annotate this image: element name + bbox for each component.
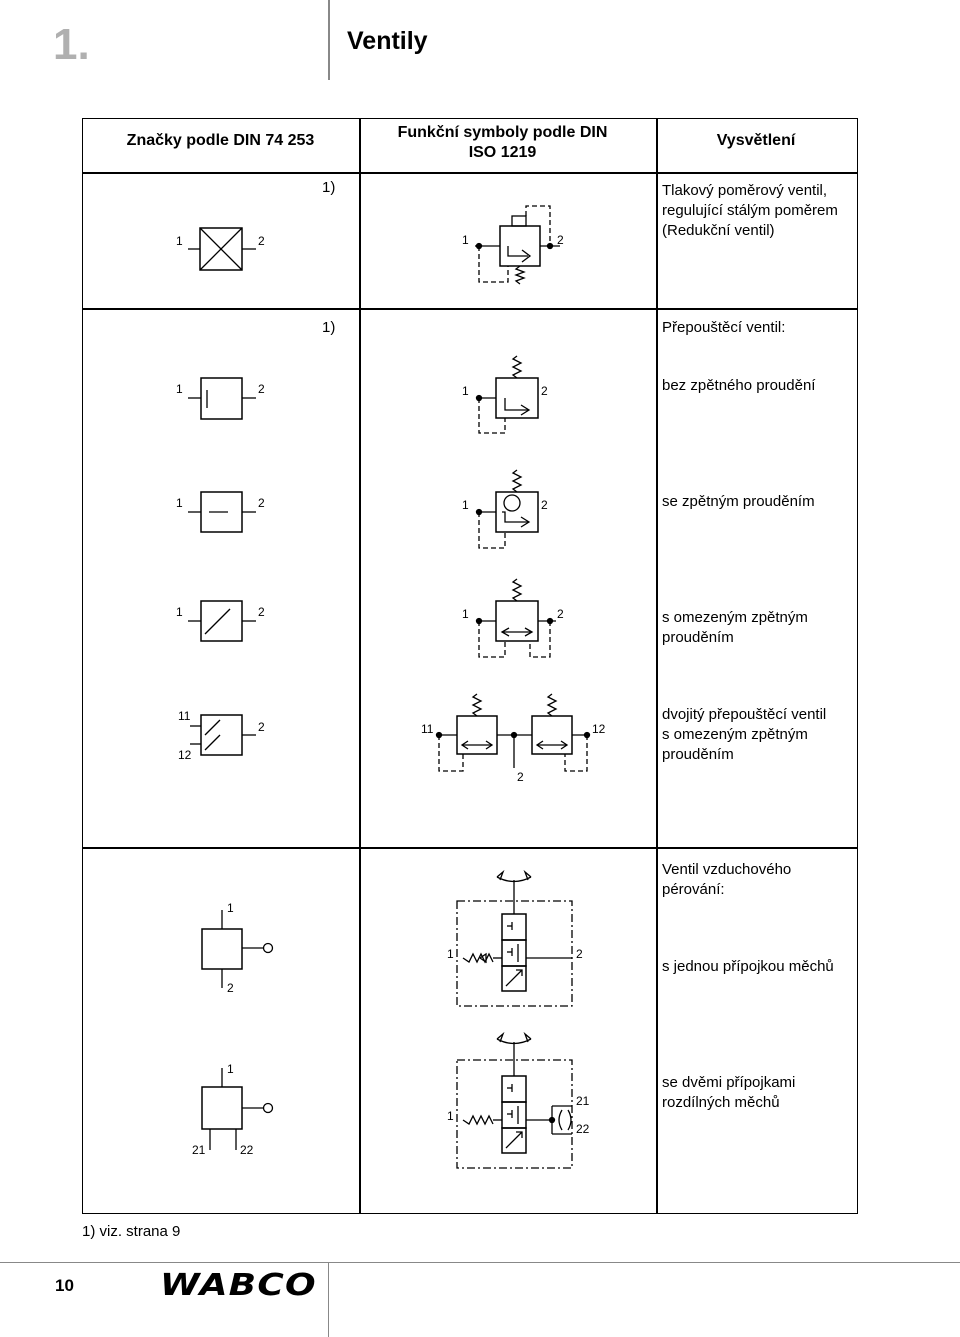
description-line: prouděním xyxy=(662,629,734,646)
port-label: 2 xyxy=(258,605,265,619)
footer-vertical-divider xyxy=(328,1262,329,1337)
din-symbol-leveling-two-ports xyxy=(192,1062,273,1157)
port-label: 2 xyxy=(557,233,564,247)
page-number: 10 xyxy=(55,1276,74,1295)
port-label: 2 xyxy=(258,382,265,396)
port-label: 1 xyxy=(447,1109,454,1123)
port-label: 1 xyxy=(462,384,469,398)
description-line: s omezeným zpětným xyxy=(662,609,808,626)
iso-symbol-double-valve xyxy=(421,694,606,784)
port-label: 2 xyxy=(258,496,265,510)
row-note: 1) xyxy=(322,319,336,336)
port-label: 2 xyxy=(258,720,265,734)
description-line: regulující stálým poměrem xyxy=(662,202,838,219)
port-label: 1 xyxy=(227,901,234,915)
port-label: 1 xyxy=(227,1062,234,1076)
din-symbol-double-valve xyxy=(178,709,265,762)
port-label: 12 xyxy=(592,722,606,736)
port-label: 21 xyxy=(192,1143,206,1157)
description-line: Přepouštěcí ventil: xyxy=(662,319,786,336)
port-label: 22 xyxy=(576,1122,590,1136)
row-note: 1) xyxy=(322,179,336,196)
din-symbol-leveling-one-port xyxy=(202,901,273,995)
port-label: 11 xyxy=(178,709,191,723)
description-line: bez zpětného proudění xyxy=(662,377,816,394)
port-label: 1 xyxy=(176,234,183,248)
description-line: Ventil vzduchového xyxy=(662,861,792,878)
chapter-number: 1. xyxy=(53,20,90,69)
header-divider xyxy=(328,0,330,80)
column-header-din: Značky podle DIN 74 253 xyxy=(126,132,315,149)
description-line: pérování: xyxy=(662,881,725,898)
port-label: 2 xyxy=(517,770,524,784)
wabco-logo: WABCO xyxy=(160,1268,317,1303)
footnote: 1) viz. strana 9 xyxy=(82,1223,181,1240)
description-line: se zpětným prouděním xyxy=(662,493,815,510)
port-label: 1 xyxy=(447,947,454,961)
description-line: rozdílných měchů xyxy=(662,1094,780,1111)
port-label: 2 xyxy=(227,981,234,995)
footer-divider xyxy=(0,1262,960,1263)
port-label: 1 xyxy=(176,496,183,510)
port-label: 1 xyxy=(176,605,183,619)
port-label: 2 xyxy=(541,498,548,512)
port-label: 1 xyxy=(462,607,469,621)
port-label: 2 xyxy=(576,947,583,961)
port-label: 1 xyxy=(462,498,469,512)
column-header-explanation: Vysvětlení xyxy=(716,132,796,149)
port-label: 1 xyxy=(462,233,469,247)
description-line: (Redukční ventil) xyxy=(662,222,775,239)
port-label: 2 xyxy=(541,384,548,398)
port-label: 21 xyxy=(576,1094,590,1108)
din-symbol-pressure-ratio xyxy=(176,228,265,270)
din-symbol-with-return xyxy=(176,492,265,532)
iso-symbol-pressure-ratio xyxy=(462,206,564,284)
iso-symbol-limited-return xyxy=(462,579,564,657)
port-label: 1 xyxy=(176,382,183,396)
din-symbol-limited-return xyxy=(176,601,265,641)
description-line: se dvěmi přípojkami xyxy=(662,1074,796,1091)
column-header-iso: Funkční symboly podle DIN ISO 1219 xyxy=(397,124,608,161)
iso-symbol-with-return xyxy=(462,470,548,548)
iso-symbol-no-return xyxy=(462,356,548,433)
valve-symbols xyxy=(82,118,858,1214)
chapter-title: Ventily xyxy=(347,27,428,55)
description-line: Tlakový poměrový ventil, xyxy=(662,182,828,199)
description-line: prouděním xyxy=(662,746,734,763)
port-label: 2 xyxy=(258,234,265,248)
iso-symbol-leveling-two-ports xyxy=(447,1034,590,1168)
iso-symbol-leveling-one-port xyxy=(447,872,583,1006)
din-symbol-no-return xyxy=(176,378,265,419)
description-line: s jednou přípojkou měchů xyxy=(662,958,834,975)
port-label: 2 xyxy=(557,607,564,621)
port-label: 12 xyxy=(178,748,192,762)
description-line: s omezeným zpětným xyxy=(662,726,808,743)
port-label: 22 xyxy=(240,1143,254,1157)
port-label: 11 xyxy=(421,722,434,736)
description-line: dvojitý přepouštěcí ventil xyxy=(662,706,827,723)
